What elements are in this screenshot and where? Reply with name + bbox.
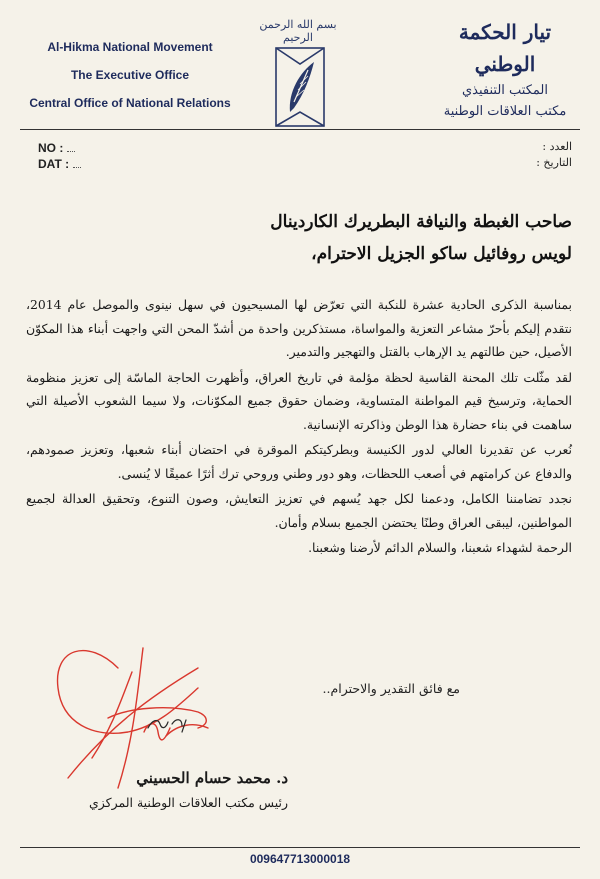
body-paragraph: نُعرب عن تقديرنا العالي لدور الكنيسة وبطركيتكم الموقرة في احتضان أبناء شعبها، وتعزيز صمودهم، والدفاع عن كرامتهم في أصعب اللحظات، وهو دور وطني وروحي ترك أثرًا عميقًا لا يُنسى. xyxy=(26,442,572,481)
number-field-ar: العدد : xyxy=(542,140,572,153)
footer-divider xyxy=(20,847,580,848)
number-field-en: NO : xyxy=(38,141,75,155)
org-name-en: Al-Hikma National Movement xyxy=(47,40,213,54)
body-paragraph: بمناسبة الذكرى الحادية عشرة للنكبة التي تعرّض لها المسيحيون في سهل نينوى والموصل عام 2014، نتقدم إليكم بأحرّ مشاعر التعزية والمواساة، مستذكرين واحدة من أشدّ المحن التي واجهت أبناء هذا المكوّن الأصيل، حين طالتهم يد الإرهاب بالقتل والتهجير والتدمير. xyxy=(26,297,572,359)
header-arabic xyxy=(430,16,580,122)
letter-body xyxy=(26,293,572,560)
body-paragraph: نجدد تضامننا الكامل، ودعمنا لكل جهد يُسهم في تعزيز التعايش، وصون التنوع، وتحقيق العدالة لجميع المواطنين، ليبقى العراق وطنًا يحتضن الجميع بسلام وأمان. xyxy=(26,491,572,530)
office-name-ar: المكتب التنفيذي xyxy=(461,83,548,98)
addressee-line-1: صاحب الغبطة والنيافة البطريرك الكاردينال xyxy=(270,212,572,232)
closing-line: مع فائق التقدير والاحترام.. xyxy=(322,681,460,696)
body-paragraph: الرحمة لشهداء شعبنا، والسلام الدائم لأرضنا وشعبنا. xyxy=(308,540,572,555)
date-field-en: DAT : xyxy=(38,157,81,171)
signatory xyxy=(78,766,288,816)
footer-phone: 009647713000018 xyxy=(249,852,351,866)
body-paragraph: لقد مثّلت تلك المحنة القاسية لحظة مؤلمة في تاريخ العراق، وأظهرت الحاجة الماسّة إلى تعزيز منظومة الحماية، وترسيخ قيم المواطنة المتساوية، وضمان حقوق جميع المكوّنات، ولا سيما الشعوب الأصيلة التي ساهمت في بناء حضارة هذا الوطن وذاكرته الإنسانية. xyxy=(26,369,572,432)
signatory-name: د. محمد حسام الحسيني xyxy=(136,769,288,787)
header-divider xyxy=(20,129,580,130)
office-name-en: The Executive Office xyxy=(70,68,190,82)
basmala: بسم الله الرحمن الرحيم xyxy=(259,18,337,44)
date-field-ar: التاريخ : xyxy=(536,156,572,169)
signatory-title: رئيس مكتب العلاقات الوطنية المركزي xyxy=(88,795,288,810)
department-name-ar: مكتب العلاقات الوطنية xyxy=(443,104,567,119)
org-name-ar: تيار الحكمة الوطني xyxy=(458,20,552,76)
addressee-line-2: لويس روفائيل ساكو الجزيل الاحترام، xyxy=(311,244,572,264)
movement-logo-icon xyxy=(270,42,330,132)
department-name-en: Central Office of National Relations xyxy=(29,96,231,110)
